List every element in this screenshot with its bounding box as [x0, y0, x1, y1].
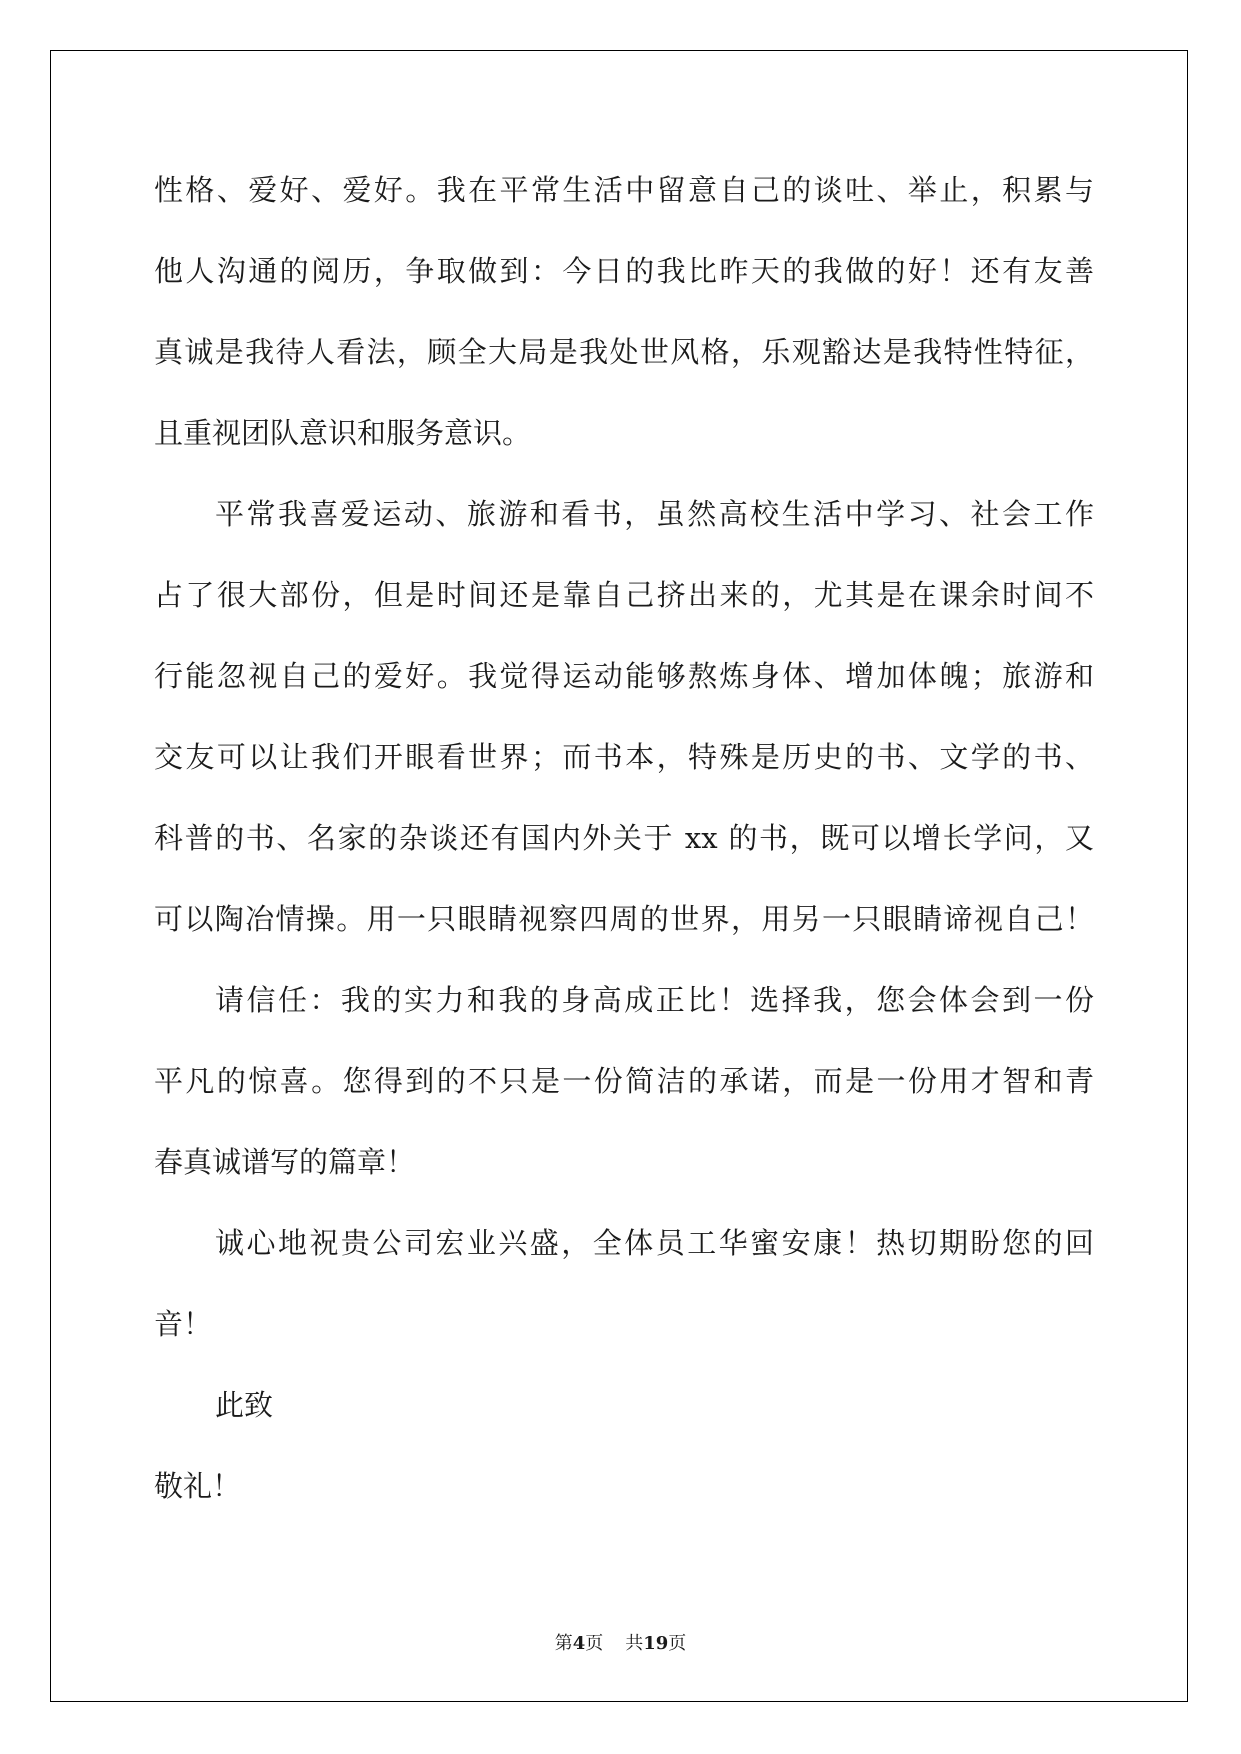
salutation-line: 敬礼！ — [154, 1469, 242, 1503]
text-line: 性格、爱好、爱好。我在平常生活中留意自己的谈吐、举止，积累与 — [154, 173, 1094, 207]
page-label-suffix: 页 — [585, 1633, 604, 1654]
closing-line: 此致 — [215, 1388, 274, 1422]
page-number-footer — [0, 1629, 1241, 1655]
text-line: 且重视团队意识和服务意识。 — [154, 416, 532, 450]
text-line: 科普的书、名家的杂谈还有国内外关于 xx 的书，既可以增长学问，又 — [154, 821, 1094, 855]
text-line: 可以陶冶情操。用一只眼睛视察四周的世界，用另一只眼睛谛视自己！ — [154, 902, 1094, 936]
text-line: 春真诚谱写的篇章！ — [154, 1145, 416, 1179]
text-line: 他人沟通的阅历，争取做到：今日的我比昨天的我做的好！还有友善 — [154, 254, 1094, 288]
current-page-number: 4 — [572, 1633, 586, 1654]
text-line: 行能忽视自己的爱好。我觉得运动能够熬炼身体、增加体魄；旅游和 — [154, 659, 1094, 693]
paragraph-first-line: 请信任：我的实力和我的身高成正比！选择我，您会体会到一份 — [215, 983, 1094, 1017]
paragraph-first-line: 诚心地祝贵公司宏业兴盛，全体员工华蜜安康！热切期盼您的回 — [215, 1226, 1094, 1260]
text-line: 交友可以让我们开眼看世界；而书本，特殊是历史的书、文学的书、 — [154, 740, 1094, 774]
text-line: 音！ — [154, 1307, 213, 1341]
total-page-count: 19 — [643, 1633, 669, 1654]
text-line: 占了很大部份，但是时间还是靠自己挤出来的，尤其是在课余时间不 — [154, 578, 1094, 612]
document-body — [154, 150, 1094, 1527]
paragraph-first-line: 平常我喜爱运动、旅游和看书，虽然高校生活中学习、社会工作 — [215, 497, 1094, 531]
total-label-prefix: 共 — [625, 1633, 644, 1654]
text-line: 真诚是我待人看法，顾全大局是我处世风格，乐观豁达是我特性特征， — [154, 335, 1094, 369]
total-label-suffix: 页 — [668, 1633, 687, 1654]
page-label-prefix: 第 — [554, 1633, 573, 1654]
text-line: 平凡的惊喜。您得到的不只是一份简洁的承诺，而是一份用才智和青 — [154, 1064, 1094, 1098]
